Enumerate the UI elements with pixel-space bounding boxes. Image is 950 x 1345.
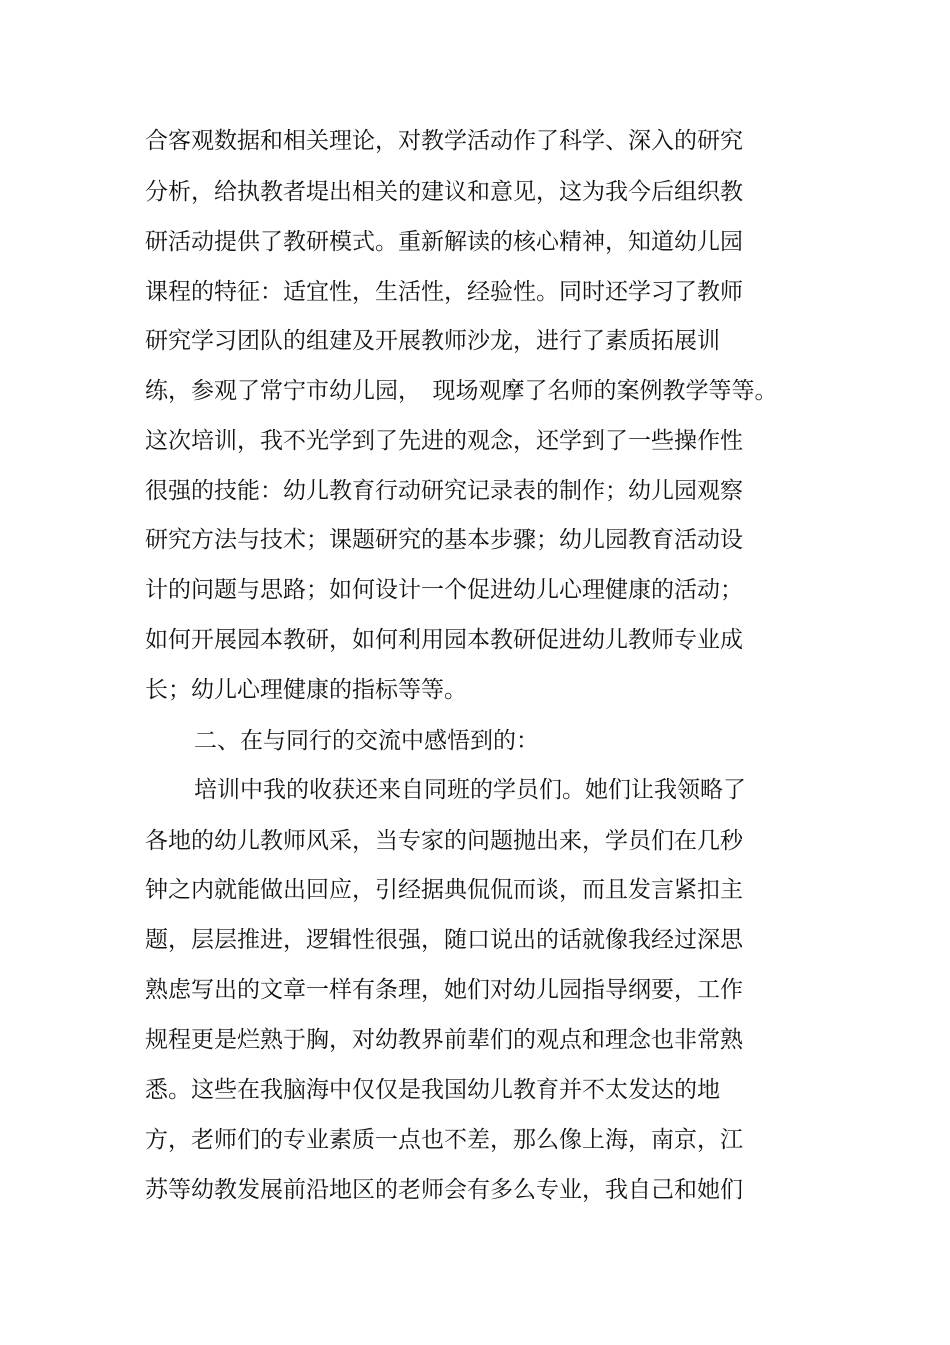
text-line: 题，层层推进，逻辑性很强，随口说出的话就像我经过深思 — [145, 927, 743, 953]
text-line: 熟虑写出的文章一样有条理，她们对幼儿园指导纲要，工作 — [145, 977, 743, 1003]
text-line: 研活动提供了教研模式。重新解读的核心精神，知道幼儿园 — [145, 229, 743, 255]
text-line: 研究方法与技术；课题研究的基本步骤；幼儿园教育活动设 — [145, 527, 743, 553]
paragraph-first-line: 培训中我的收获还来自同班的学员们。她们让我领略了 — [194, 777, 746, 803]
text-line: 方，老师们的专业素质一点也不差，那么像上海，南京，江 — [145, 1127, 743, 1153]
section-heading: 二、在与同行的交流中感悟到的： — [194, 728, 539, 754]
text-line: 练，参观了常宁市幼儿园， 现场观摩了名师的案例教学等等。 — [145, 378, 778, 404]
text-line: 很强的技能：幼儿教育行动研究记录表的制作；幼儿园观察 — [145, 478, 743, 504]
text-line: 悉。这些在我脑海中仅仅是我国幼儿教育并不太发达的地 — [145, 1077, 720, 1103]
text-line: 钟之内就能做出回应，引经据典侃侃而谈，而且发言紧扣主 — [145, 877, 743, 903]
text-line: 长；幼儿心理健康的指标等等。 — [145, 677, 467, 703]
text-line: 分析，给执教者堤出相关的建议和意见，这为我今后组织教 — [145, 179, 743, 205]
text-line: 如何开展园本教研，如何利用园本教研促进幼儿教师专业成 — [145, 627, 743, 653]
text-line: 课程的特征：适宜性，生活性，经验性。同时还学习了教师 — [145, 279, 743, 305]
text-line: 研究学习团队的组建及开展教师沙龙，进行了素质拓展训 — [145, 328, 720, 354]
text-line: 规程更是烂熟于胸，对幼教界前辈们的观点和理念也非常熟 — [145, 1027, 743, 1053]
text-line: 苏等幼教发展前沿地区的老师会有多么专业，我自己和她们 — [145, 1177, 743, 1203]
text-line: 计的问题与思路；如何设计一个促进幼儿心理健康的活动； — [145, 577, 743, 603]
text-line: 合客观数据和相关理论，对教学活动作了科学、深入的研究 — [145, 128, 743, 154]
text-line: 各地的幼儿教师风采，当专家的问题抛出来，学员们在几秒 — [145, 828, 743, 854]
text-line: 这次培训，我不光学到了先进的观念，还学到了一些操作性 — [145, 428, 743, 454]
